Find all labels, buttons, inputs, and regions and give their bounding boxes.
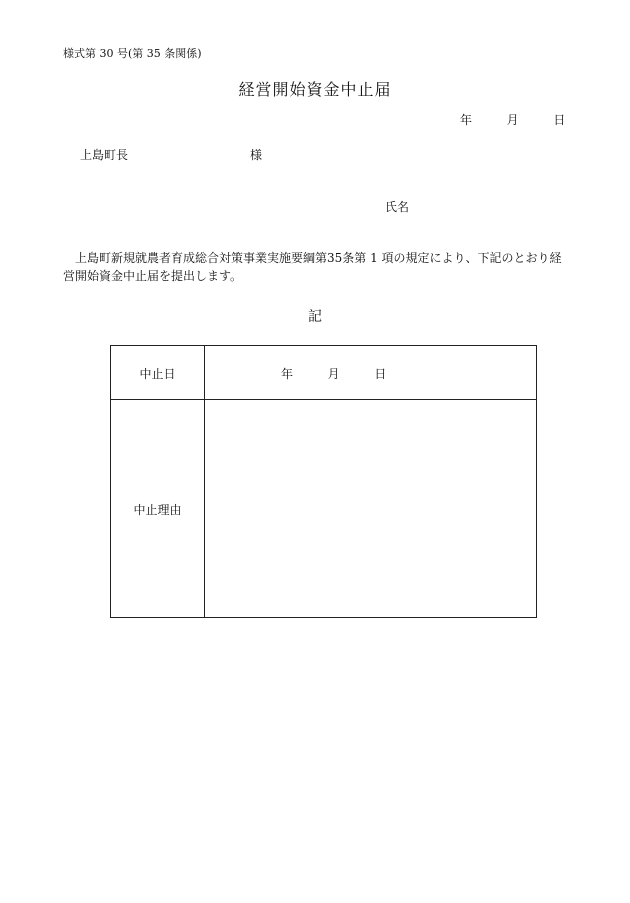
date-year-label: 年 (460, 113, 473, 127)
document-title: 経営開始資金中止届 (238, 80, 392, 99)
suspension-date-label: 中止日 (139, 367, 176, 381)
addressee: 上島町長 (80, 148, 129, 162)
submission-date (460, 111, 565, 128)
ki-heading: 記 (308, 309, 322, 325)
suspension-date-field[interactable] (281, 365, 386, 382)
details-table (110, 345, 537, 618)
row-day-label: 日 (374, 367, 387, 381)
date-day-label: 日 (553, 113, 566, 127)
row-year-label: 年 (281, 367, 294, 381)
suspension-reason-label: 中止理由 (133, 503, 182, 517)
body-text: 上島町新規就農者育成総合対策事業実施要綱第35条第 1 項の規定により、下記のとおり経営開始資金中止届を提出します。 (63, 251, 562, 283)
suspension-reason-field[interactable] (205, 400, 536, 617)
honorific: 様 (250, 148, 263, 162)
applicant-name-label: 氏名 (385, 200, 410, 214)
suspension-date-row (111, 346, 536, 400)
column-divider (204, 346, 205, 617)
row-month-label: 月 (327, 367, 340, 381)
date-month-label: 月 (506, 113, 519, 127)
form-number: 様式第 30 号(第 35 条関係) (63, 47, 202, 60)
suspension-reason-row (111, 400, 536, 617)
